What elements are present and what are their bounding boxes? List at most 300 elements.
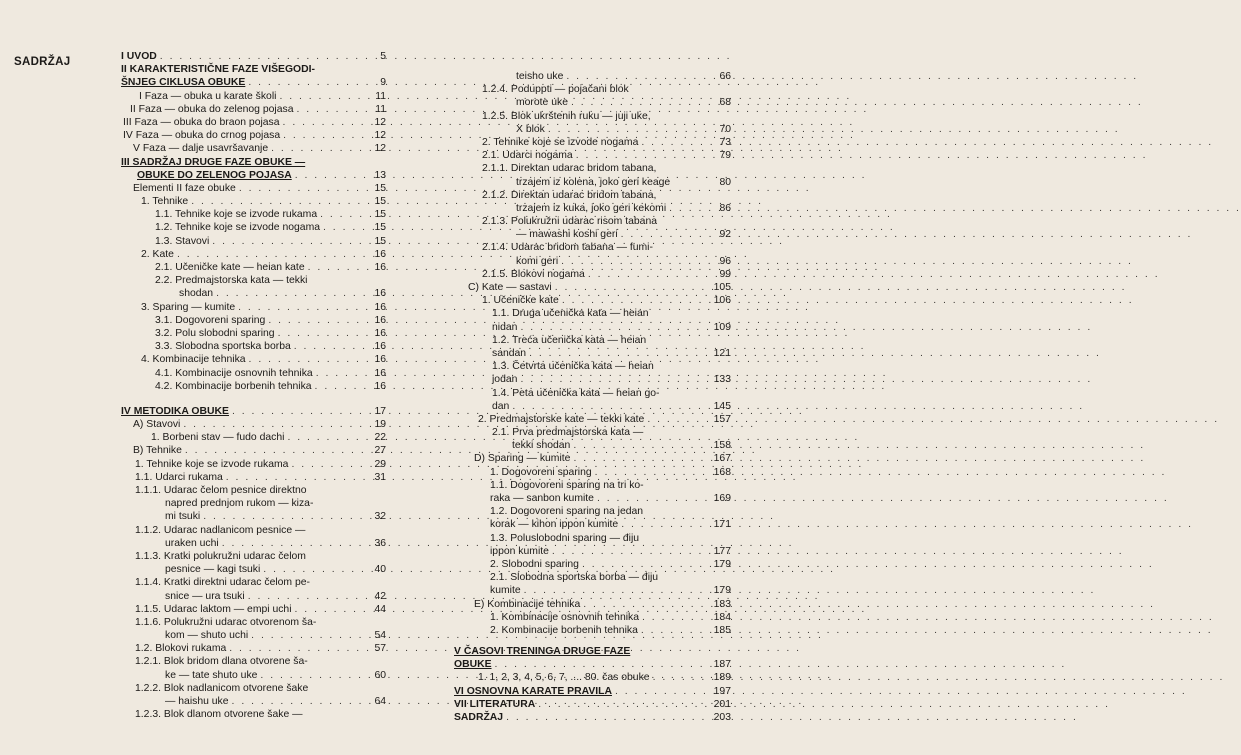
toc-dot-leader <box>576 149 712 162</box>
toc-dot-leader <box>216 287 367 300</box>
toc-page-number: 29 <box>374 458 386 470</box>
toc-dot-leader <box>653 671 711 684</box>
toc-entry-title: VI OSNOVNA KARATE PRAVILA <box>454 685 612 697</box>
toc-entry <box>121 524 386 537</box>
toc-entry <box>454 479 731 492</box>
toc-page-number: 99 <box>719 268 731 280</box>
toc-dot-leader <box>283 116 367 129</box>
toc-page-number: 184 <box>713 611 731 623</box>
toc-dot-leader <box>185 444 367 457</box>
toc-entry <box>121 301 386 314</box>
toc-entry <box>454 518 731 531</box>
toc-entry-title: tekki shodan <box>512 440 571 452</box>
toc-entry-title: morote uke <box>516 97 568 109</box>
toc-entry-title: SADRŽAJ <box>454 712 504 723</box>
toc-entry-title: 2.1. Udarci nogama <box>482 150 573 162</box>
toc-entry <box>454 347 731 360</box>
toc-entry-title: III Faza — obuka do braon pojasa <box>123 116 280 128</box>
toc-dot-leader <box>582 558 711 571</box>
toc-page-number: 121 <box>713 347 731 359</box>
toc-entry <box>121 603 386 616</box>
toc-entry-title: 4.1. Kombinacije osnovnih tehnika <box>155 367 313 379</box>
toc-page-number: 70 <box>719 123 731 135</box>
toc-entry-title: uraken uchi <box>165 537 219 549</box>
toc-entry <box>121 431 386 444</box>
toc-entry-title: VII LITERATURA <box>454 698 536 710</box>
toc-entry-title: 2.1.1. Direktan udarac bridom tabana, <box>482 163 657 175</box>
toc-entry-title: 3.1. Dogovoreni sparing <box>155 314 266 326</box>
toc-entry-title: 2.1.3. Polukružni udarac risom tabana <box>482 216 658 228</box>
toc-entry-title: 3.3. Slobodna sportska borba <box>155 341 291 353</box>
toc-entry <box>121 182 386 195</box>
toc-entry <box>454 281 731 294</box>
toc-entry-title: 3.2. Polu slobodni sparing <box>155 327 275 339</box>
toc-dot-leader <box>573 452 710 465</box>
toc-entry-title: 1. Tehnike <box>141 196 189 208</box>
toc-entry-title: mi tsuki <box>165 511 201 523</box>
toc-entry <box>454 136 731 149</box>
toc-page-number: 157 <box>713 413 731 425</box>
toc-entry <box>121 669 386 682</box>
toc-entry <box>121 287 386 300</box>
toc-page-number: 54 <box>374 630 386 642</box>
toc-entry-title: nidan <box>492 321 518 333</box>
toc-page-number: 16 <box>374 262 386 273</box>
toc-entry <box>121 695 386 708</box>
toc-entry <box>121 642 386 655</box>
toc-dot-leader <box>294 340 367 353</box>
toc-entry <box>454 685 731 698</box>
toc-entry-title: OBUKE <box>454 659 492 671</box>
toc-entry <box>454 176 731 189</box>
toc-entry-title: Elementi II faze obuke <box>133 182 236 194</box>
toc-entry <box>121 367 386 380</box>
toc-dot-leader <box>183 418 367 431</box>
toc-page-number: 187 <box>713 659 731 671</box>
toc-entry <box>454 162 731 175</box>
toc-entry-title: 1. Tehnike koje se izvode rukama <box>135 458 289 470</box>
toc-entry-title: 2. Kate <box>141 248 174 260</box>
toc-dot-leader <box>279 90 367 103</box>
toc-entry-title: jodan <box>492 374 518 386</box>
toc-entry <box>454 294 731 307</box>
toc-entry-title: 1.1. Dogovoreni sparing na tri ko- <box>490 479 644 491</box>
toc-dot-leader <box>295 169 367 182</box>
toc-dot-leader <box>226 471 367 484</box>
toc-entry-title: 2.1. Učeničke kate — heian kate <box>155 262 305 273</box>
toc-entry <box>121 380 386 393</box>
toc-dot-leader <box>177 248 367 261</box>
toc-page-number: 86 <box>719 202 731 214</box>
toc-entry-title: shodan <box>179 288 214 300</box>
toc-entry <box>121 471 386 484</box>
toc-entry <box>454 492 731 505</box>
toc-page-number: 168 <box>713 466 731 478</box>
toc-entry <box>121 90 386 103</box>
toc-entry <box>121 129 386 142</box>
toc-dot-leader <box>588 268 712 281</box>
toc-entry-title: 1.2.1. Blok bridom dlana otvorene ša- <box>135 656 308 668</box>
toc-entry <box>121 484 386 497</box>
toc-entry <box>454 268 731 281</box>
toc-dot-leader <box>248 590 367 603</box>
toc-entry <box>121 169 386 182</box>
toc-entry-title: trzajem iz kuka, joko geri kekomi <box>516 202 667 214</box>
toc-entry-title: B) Tehnike <box>133 445 182 457</box>
toc-page-number: 167 <box>713 453 731 465</box>
toc-dot-leader <box>271 142 367 155</box>
toc-dot-leader <box>263 563 367 576</box>
toc-entry <box>121 444 386 457</box>
toc-left-column <box>121 50 386 721</box>
toc-entry-title: 1. Učeničke kate <box>482 295 559 307</box>
toc-dot-leader <box>573 439 710 452</box>
toc-entry-title: IV Faza — obuka do crnog pojasa <box>123 130 281 142</box>
toc-dot-leader <box>561 255 712 268</box>
toc-entry <box>454 413 731 426</box>
toc-entry <box>454 439 731 452</box>
toc-entry-title: 2.1.4. Udarac bridom tabana — fumi- <box>482 242 653 254</box>
toc-dot-leader <box>268 314 367 327</box>
toc-entry-title: kumite <box>490 585 521 597</box>
toc-page-number: 203 <box>713 712 731 723</box>
toc-page-number: 44 <box>374 603 386 615</box>
toc-page-number: 5 <box>380 51 386 62</box>
toc-page-number: 16 <box>374 301 386 313</box>
toc-entry-title: sandan <box>492 347 527 359</box>
toc-entry-title: ippon kumite <box>490 545 549 557</box>
toc-page-number: 16 <box>374 380 386 392</box>
toc-dot-leader <box>222 537 367 550</box>
toc-page-number: 15 <box>374 222 386 234</box>
toc-dot-leader <box>296 103 367 116</box>
toc-entry-title: trzajem iz kolena, joko geri keage <box>516 176 671 188</box>
toc-entry-title: 1.1. Druga učenička kata — heian <box>492 308 649 320</box>
toc-entry <box>121 208 386 221</box>
toc-dot-leader <box>615 685 711 698</box>
toc-entry-title: 1.2.4. Podupрti — pojačani blok <box>482 84 629 96</box>
toc-entry <box>121 63 386 76</box>
toc-entry-title: ŠNJEG CIKLUSA OBUKE <box>121 77 246 89</box>
toc-entry-title: 2.1.5. Blokovi nogama <box>482 268 585 280</box>
toc-page-number: 16 <box>374 367 386 379</box>
toc-entry-title: 1. Dogovoreni sparing <box>490 466 592 478</box>
toc-page-number: 145 <box>713 400 731 412</box>
toc-entry-title: 1. 1, 2, 3, 4, 5, 6, 7, .... 80. čas obuke <box>478 672 650 684</box>
toc-dot-leader <box>320 208 367 221</box>
toc-entry-title: I UVOD <box>121 51 157 62</box>
toc-page-number: 31 <box>374 471 386 483</box>
toc-entry-title: C) Kate — sastavi <box>468 282 552 293</box>
toc-page-number: 92 <box>719 229 731 241</box>
toc-entry-title: 1.3. Četvrta učenička kata — heian <box>492 361 654 373</box>
toc-entry <box>454 571 731 584</box>
toc-entry <box>121 616 386 629</box>
toc-dot-leader <box>278 327 367 340</box>
toc-entry-title: IV METODIKA OBUKE <box>121 405 229 417</box>
toc-entry-title: pesnice — kagi tsuki <box>165 564 261 576</box>
toc-entry-title: 1.1. Udarci rukama <box>135 471 223 483</box>
toc-page-number: 9 <box>380 77 386 89</box>
toc-page-number: 185 <box>713 624 731 636</box>
toc-dot-leader <box>597 492 711 505</box>
toc-entry <box>454 624 731 637</box>
toc-entry <box>121 353 386 366</box>
toc-dot-leader <box>512 400 710 413</box>
toc-entry <box>121 50 386 63</box>
toc-dot-leader <box>520 321 710 334</box>
toc-entry <box>454 334 731 347</box>
toc-entry <box>454 645 731 658</box>
toc-entry-title: 1.1.3. Kratki polukružni udarac čelom <box>135 550 306 562</box>
toc-entry <box>454 426 731 439</box>
toc-entry <box>454 202 731 215</box>
toc-entry <box>121 510 386 523</box>
toc-entry-title: snice — ura tsuki <box>165 590 245 602</box>
toc-page-number: 96 <box>719 255 731 267</box>
toc-entry-title: — mawashi koshi geri <box>516 229 618 241</box>
toc-page-number: 12 <box>374 116 386 128</box>
toc-entry-title: 1.1.2. Udarac nadlanicom pesnice — <box>135 524 306 536</box>
toc-dot-leader <box>315 380 367 393</box>
toc-entry-title: 1.1.5. Udarac laktom — empi uchi <box>135 603 292 615</box>
toc-entry <box>454 400 731 413</box>
toc-page-number: 80 <box>719 176 731 188</box>
toc-entry <box>121 116 386 129</box>
toc-entry-title: 1.1.6. Polukružni udarac otvorenom ša- <box>135 616 317 628</box>
toc-dot-leader <box>495 658 711 671</box>
toc-entry-title: 1.2. Tehnike koje se izvode nogama <box>155 222 321 234</box>
toc-entry <box>454 189 731 202</box>
toc-entry <box>121 497 386 510</box>
toc-page-number: 16 <box>374 314 386 326</box>
toc-page-number: 133 <box>713 374 731 386</box>
toc-page-number: 66 <box>719 71 731 82</box>
toc-entry-title: 2. Predmajstorske kate — tekki kate <box>478 413 645 425</box>
toc-entry-title: A) Stavovi <box>133 419 181 431</box>
toc-entry <box>454 611 731 624</box>
toc-entry <box>121 629 386 642</box>
toc-entry <box>121 221 386 234</box>
toc-entry <box>121 156 386 169</box>
toc-entry-title: 2. Tehnike koje se izvode nogama <box>482 136 639 148</box>
toc-dot-leader <box>203 510 367 523</box>
toc-entry <box>121 103 386 116</box>
toc-page-number: 183 <box>713 598 731 610</box>
toc-page-number: 32 <box>374 511 386 523</box>
toc-dot-leader <box>308 261 367 274</box>
toc-entry-title: 3. Sparing — kumite <box>141 301 236 313</box>
toc-entry <box>454 532 731 545</box>
toc-dot-leader <box>232 695 367 708</box>
toc-dot-leader <box>238 301 367 314</box>
toc-entry-title: D) Sparing — kumite <box>474 453 571 465</box>
toc-entry <box>121 418 386 431</box>
toc-page-number: 12 <box>374 143 386 155</box>
toc-entry-title: 1. Kombinacije osnovnih tehnika <box>490 611 640 623</box>
toc-page-number: 158 <box>713 440 731 452</box>
toc-entry <box>454 110 731 123</box>
toc-entry-title: ke — tate shuto uke <box>165 669 258 681</box>
toc-page-number: 177 <box>713 545 731 557</box>
toc-dot-leader <box>555 281 711 294</box>
toc-entry <box>454 96 731 109</box>
toc-dot-leader <box>251 629 367 642</box>
toc-dot-leader <box>283 129 367 142</box>
toc-entry <box>121 235 386 248</box>
toc-dot-leader <box>506 711 711 724</box>
toc-entry <box>454 123 731 136</box>
toc-page-number: 15 <box>374 209 386 221</box>
toc-dot-leader <box>287 431 367 444</box>
toc-entry <box>454 452 731 465</box>
toc-entry <box>121 248 386 261</box>
toc-spacer <box>454 637 731 645</box>
toc-entry <box>121 550 386 563</box>
toc-entry-title: I Faza — obuka u karate školi <box>139 90 277 102</box>
toc-entry <box>454 228 731 241</box>
toc-entry-title: 2.1.2. Direktan udarac bridom tabana, <box>482 189 657 201</box>
toc-entry <box>121 261 386 274</box>
toc-entry-title: 1.2. Treća učenička kata — heian <box>492 334 647 346</box>
toc-entry <box>121 458 386 471</box>
toc-page-number: 169 <box>713 493 731 504</box>
toc-entry-title: 1.2. Blokovi rukama <box>135 643 227 655</box>
toc-dot-leader <box>566 70 712 83</box>
toc-page-number: 40 <box>374 564 386 576</box>
toc-dot-leader <box>641 136 712 149</box>
toc-entry <box>454 711 731 724</box>
toc-page-number: 15 <box>374 196 386 208</box>
toc-spacer <box>121 393 386 405</box>
toc-dot-leader <box>229 642 367 655</box>
toc-dot-leader <box>524 584 711 597</box>
toc-entry-title: 1.2.3. Blok dlanom otvorene šake — <box>135 709 303 721</box>
toc-dot-leader <box>191 195 367 208</box>
toc-entry <box>121 274 386 287</box>
toc-entry-title: II Faza — obuka do zelenog pojasa <box>130 103 294 115</box>
toc-entry-title: teisho uke <box>516 71 564 82</box>
toc-page-number: 11 <box>375 90 386 102</box>
toc-entry <box>121 537 386 550</box>
toc-entry <box>121 340 386 353</box>
toc-page-number: 11 <box>375 103 386 115</box>
toc-entry <box>454 466 731 479</box>
toc-entry-title: 1.1.4. Kratki direktni udarac čelom pe- <box>135 577 310 589</box>
toc-entry <box>454 387 731 400</box>
toc-entry <box>454 373 731 386</box>
toc-page-number: 42 <box>374 590 386 602</box>
toc-entry-title: E) Kombinacije tehnika <box>474 598 581 610</box>
toc-dot-leader <box>529 347 711 360</box>
toc-entry <box>121 327 386 340</box>
toc-entry-title: korak — kihon ippon kumite <box>490 519 619 531</box>
toc-entry <box>454 584 731 597</box>
toc-dot-leader <box>571 96 712 109</box>
toc-dot-leader <box>642 611 711 624</box>
toc-entry <box>454 698 731 711</box>
toc-entry-title: napred prednjom rukom — kiza- <box>165 498 314 510</box>
toc-page-number: 60 <box>374 669 386 681</box>
toc-page-number: 17 <box>374 405 386 417</box>
toc-dot-leader <box>641 624 711 637</box>
toc-entry <box>121 682 386 695</box>
toc-page-number: 179 <box>713 558 731 570</box>
toc-page-number: 68 <box>719 97 731 109</box>
toc-entry-title: 2.1. Prva predmajstorska kata — <box>492 427 644 439</box>
toc-entry <box>454 149 731 162</box>
toc-entry-title: raka — sanbon kumite <box>490 493 594 504</box>
toc-dot-leader <box>260 669 367 682</box>
toc-page-number: 197 <box>713 685 731 697</box>
toc-entry <box>454 70 731 83</box>
toc-entry-title: 1. Borbeni stav — fudo dachi <box>151 432 285 444</box>
toc-entry-title: 1.4. Peta učenička kata — heian go- <box>492 387 660 399</box>
toc-entry-title: 2. Slobodni sparing <box>490 558 579 570</box>
toc-page-number: 36 <box>374 537 386 549</box>
toc-entry-title: X blok <box>516 123 545 135</box>
toc-entry <box>454 241 731 254</box>
toc-dot-leader <box>232 405 367 418</box>
toc-dot-leader <box>295 603 367 616</box>
toc-page-number: 179 <box>713 585 731 597</box>
toc-entry <box>454 505 731 518</box>
toc-entry-title: 4. Kombinacije tehnika <box>141 354 246 366</box>
toc-heading: SADRŽAJ <box>14 56 71 68</box>
toc-page-number: 15 <box>374 235 386 247</box>
toc-page-number: 13 <box>374 169 386 181</box>
toc-entry <box>454 307 731 320</box>
toc-entry-title: 2.2. Predmajstorska kata — tekki <box>155 275 308 287</box>
toc-page-number: 189 <box>713 672 731 684</box>
toc-dot-leader <box>621 518 710 531</box>
toc-entry <box>121 76 386 89</box>
toc-entry-title: 2.1. Slobodna sportska borba — điju <box>490 572 659 584</box>
toc-dot-leader <box>291 458 367 471</box>
toc-entry-title: — haishu uke <box>165 696 229 707</box>
toc-dot-leader <box>239 182 367 195</box>
toc-page-number: 16 <box>374 248 386 260</box>
toc-entry-title: 1.2.5. Blok ukrštenih ruku — juji uke, <box>482 110 651 122</box>
toc-dot-leader <box>548 123 712 136</box>
toc-entry <box>121 576 386 589</box>
toc-entry <box>121 314 386 327</box>
toc-entry-title: 1.2. Dogovoreni sparing na jedan <box>490 506 644 518</box>
toc-entry <box>454 255 731 268</box>
toc-entry <box>121 590 386 603</box>
toc-entry-title: OBUKE DO ZELENOG POJASA <box>137 169 292 181</box>
toc-page-number: 171 <box>713 519 731 531</box>
toc-entry-title: dan <box>492 400 510 412</box>
toc-entry <box>121 655 386 668</box>
toc-entry <box>454 215 731 228</box>
toc-dot-leader <box>249 353 367 366</box>
toc-entry <box>121 142 386 155</box>
toc-dot-leader <box>552 545 711 558</box>
toc-page-number: 16 <box>374 288 386 300</box>
toc-entry-title: 4.2. Kombinacije borbenih tehnika <box>155 380 312 392</box>
toc-entry <box>454 558 731 571</box>
toc-entry <box>454 598 731 611</box>
toc-dot-leader <box>520 373 710 386</box>
toc-page-number: 12 <box>374 130 386 142</box>
toc-dot-leader <box>621 228 712 241</box>
toc-entry-title: kom — shuto uchi <box>165 630 249 642</box>
toc-entry <box>454 658 731 671</box>
toc-dot-leader <box>323 221 367 234</box>
toc-page-number: 201 <box>713 698 731 710</box>
toc-dot-leader <box>316 367 367 380</box>
